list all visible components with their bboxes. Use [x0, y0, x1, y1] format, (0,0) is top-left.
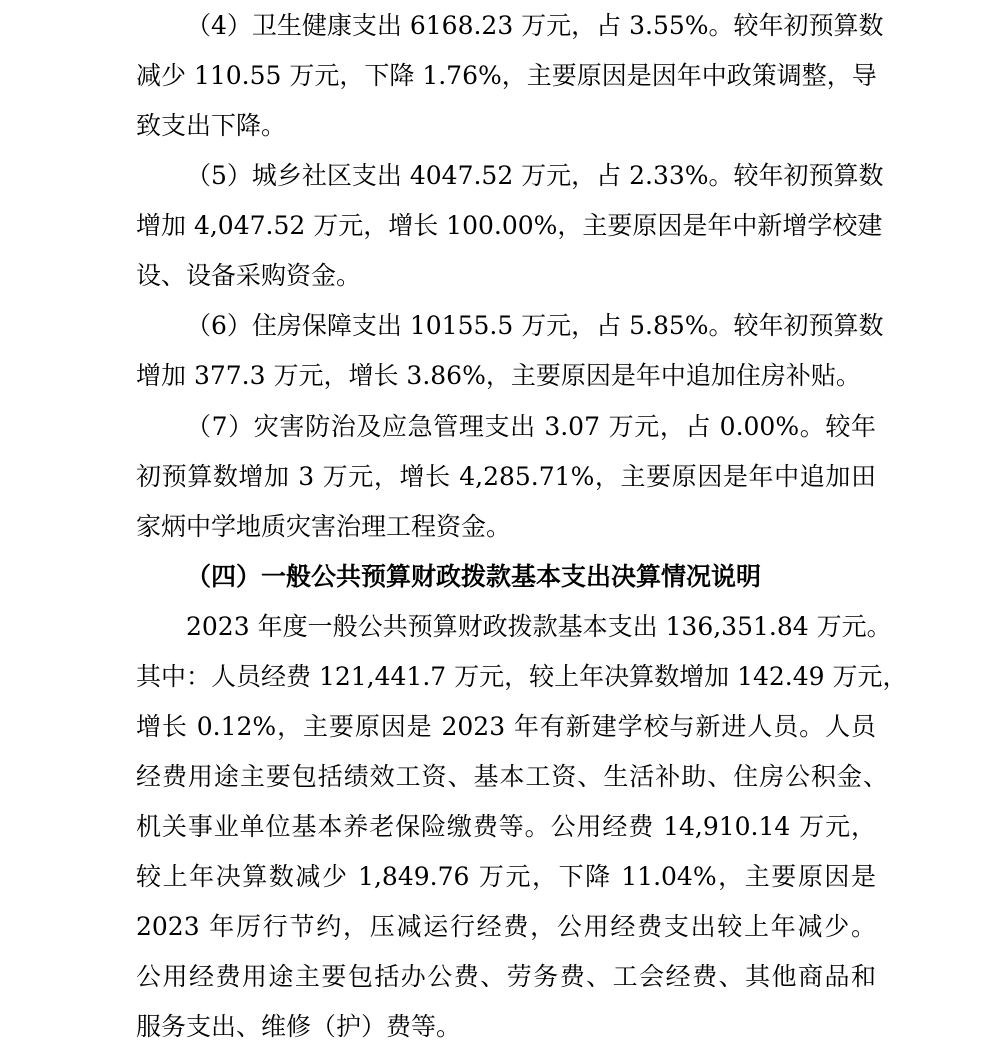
- paragraph-health-line-3: 致支出下降。: [136, 111, 287, 140]
- paragraph-basic-expense-line-6: 较上年决算数减少 1,849.76 万元，下降 11.04%，主要原因是: [136, 862, 876, 891]
- paragraph-housing-line-2: 增加 377.3 万元，增长 3.86%，主要原因是年中追加住房补贴。: [136, 361, 861, 390]
- paragraph-basic-expense-line-8: 公用经费用途主要包括办公费、劳务费、工会经费、其他商品和: [136, 962, 876, 991]
- paragraph-basic-expense-line-1: 2023 年度一般公共预算财政拨款基本支出 136,351.84 万元。: [186, 612, 892, 641]
- paragraph-basic-expense-line-3: 增长 0.12%，主要原因是 2023 年有新建学校与新进人员。人员: [136, 712, 876, 741]
- paragraph-basic-expense-line-2: 其中：人员经费 121,441.7 万元，较上年决算数增加 142.49 万元，: [136, 662, 908, 691]
- paragraph-community-line-1: （5）城乡社区支出 4047.52 万元，占 2.33%。较年初预算数: [186, 161, 884, 190]
- paragraph-disaster-line-3: 家炳中学地质灾害治理工程资金。: [136, 512, 512, 541]
- section-heading: （四）一般公共预算财政拨款基本支出决算情况说明: [186, 562, 762, 591]
- paragraph-basic-expense-line-7: 2023 年厉行节约，压减运行经费，公用经费支出较上年减少。: [136, 912, 876, 941]
- paragraph-basic-expense-line-5: 机关事业单位基本养老保险缴费等。公用经费 14,910.14 万元，: [136, 812, 876, 841]
- paragraph-disaster-line-2: 初预算数增加 3 万元，增长 4,285.71%，主要原因是年中追加田: [136, 462, 876, 491]
- paragraph-community-line-3: 设、设备采购资金。: [136, 261, 362, 290]
- paragraph-basic-expense-line-9: 服务支出、维修（护）费等。: [136, 1012, 462, 1041]
- paragraph-disaster-line-1: （7）灾害防治及应急管理支出 3.07 万元，占 0.00%。较年: [186, 412, 876, 441]
- paragraph-basic-expense-line-4: 经费用途主要包括绩效工资、基本工资、生活补助、住房公积金、: [136, 762, 888, 791]
- paragraph-health-line-2: 减少 110.55 万元，下降 1.76%，主要原因是因年中政策调整，导: [136, 61, 877, 90]
- paragraph-housing-line-1: （6）住房保障支出 10155.5 万元，占 5.85%。较年初预算数: [186, 311, 884, 340]
- paragraph-health-line-1: （4）卫生健康支出 6168.23 万元，占 3.55%。较年初预算数: [186, 11, 884, 40]
- paragraph-community-line-2: 增加 4,047.52 万元，增长 100.00%，主要原因是年中新增学校建: [136, 211, 883, 240]
